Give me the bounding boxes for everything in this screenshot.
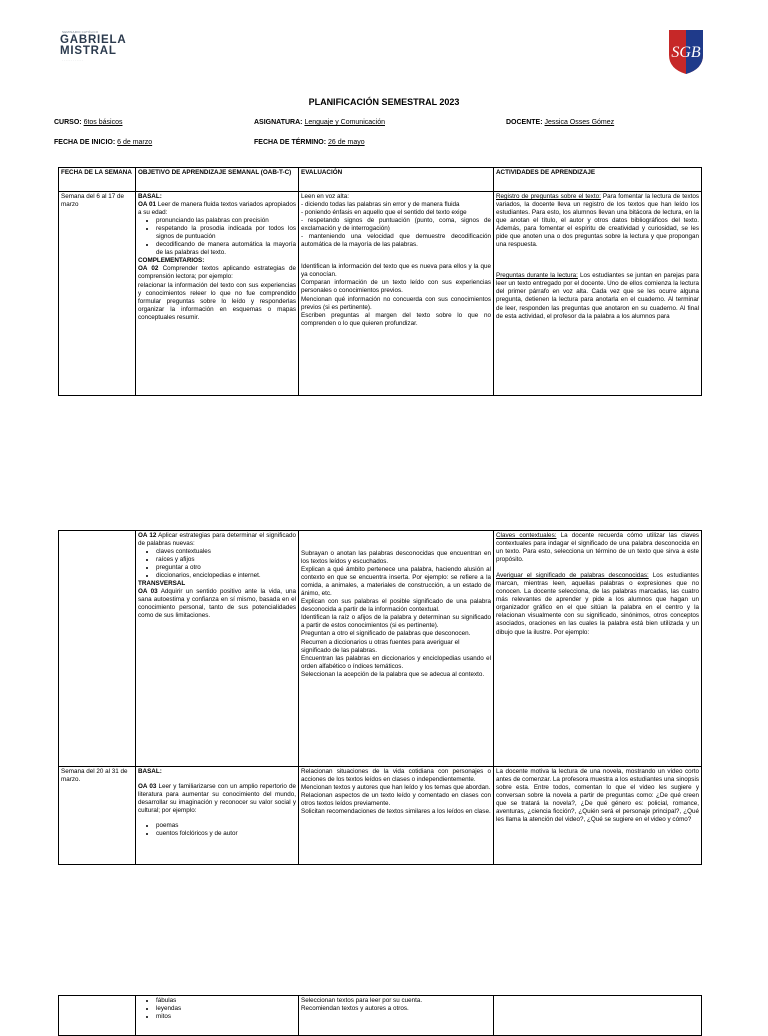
logo-line2: MISTRAL (60, 45, 117, 57)
logo-line1: GABRIELA (60, 34, 127, 46)
bullet-list: • claves contextuales • raíces y afijos • preguntar a otro • diccionarios, enciclopedias e internet. (138, 548, 296, 580)
row-date: Semana del 20 al 31 de marzo. (59, 767, 136, 865)
objective-cell: BASAL: OA 03 Leer y familiarizarse con un amplio repertorio de literatura para aumentar su conocimiento del mundo, desarrollar su imaginación y reconocer su valor social y cultural; por ejemplo: • poemas • cuentos folclóricos y de autor (136, 767, 299, 865)
termino-value: 26 de mayo (328, 139, 365, 146)
objective-cell: OA 12 Aplicar estrategias para determinar el significado de palabras nuevas: • claves contextuales • raíces y afijos • preguntar a otro • diccionarios, enciclopedias e internet. TRANSVERSAL OA 03 Adquirir un sentido positivo ante la vida, una sana autoestima y confianza en sí mismo, basada en el conocimiento personal, tanto de sus potencialidades como de sus limitaciones. (136, 531, 299, 767)
header-objetivo: OBJETIVO DE APRENDIZAJE SEMANAL (OAB-T-C) (136, 168, 299, 192)
inicio-value: 6 de marzo (117, 139, 153, 146)
table-row (59, 996, 702, 1036)
objective-cell (136, 996, 299, 1036)
inicio-field: FECHA DE INICIO: 6 de marzo (54, 139, 153, 146)
page-title: PLANIFICACIÓN SEMESTRAL 2023 (308, 97, 460, 107)
curso-field: CURSO: 6tos básicos (54, 119, 123, 126)
asignatura-value: Lenguaje y Comunicación (304, 119, 385, 126)
row-date: Semana del 6 al 17 de marzo (59, 192, 136, 396)
table-row (59, 767, 702, 865)
row-date (59, 531, 136, 767)
asignatura-field: ASIGNATURA: Lenguaje y Comunicación (254, 119, 385, 126)
termino-field: FECHA DE TÉRMINO: 26 de mayo (254, 139, 365, 146)
row-date (59, 996, 136, 1036)
evaluation-cell: Relacionan situaciones de la vida cotidiana con personajes o acciones de los textos leídos en clases o independientemente. Mencionan textos y autores que han leído y los temas que abordan. Relacionan aspectos de un texto leído y comentado en clases con otros textos leídos previamente. Solicitan recomendaciones de textos similares a los leídos en clase. (299, 767, 494, 865)
bullet-list: • poemas • cuentos folclóricos y de autor (138, 822, 296, 838)
table-row (59, 192, 702, 396)
bullet-list: • pronunciando las palabras con precisión • respetando la prosodia indicada por todos los signos de puntuación • decodificando de manera automática la mayoría de las palabras del texto. (138, 217, 296, 257)
activities-cell: Registro de preguntas sobre el texto: Para fomentar la lectura de textos variados, la docente lleva un registro de los textos que han leído los estudiantes. Para esto, los alumnos llevan una bitácora de lectura, en la que anotan el título, el autor y otros datos bibliográficos del texto. Además, para fomentar el espíritu de creatividad y curiosidad, se les pide que anoten una o dos preguntas sobre la lectura y que propongan una respuesta. Preguntas durante la lectura: Los estudiantes se juntan en parejas para leer un texto entregado por el docente. Uno de ellos comienza la lectura del primer párrafo en voz alta. Cada vez que se les ocurre alguna pregunta, detienen la lectura para anotarla en el cuaderno. Al terminar de leer, responden las preguntas que anotaron en su cuaderno. Al final de esta actividad, el profesor da la palabra a los alumnos para (494, 192, 702, 396)
table-row (59, 531, 702, 767)
header-actividades: ACTIVIDADES DE APRENDIZAJE (494, 168, 702, 192)
logo-tagline: SEMINARIO CATÓLICO (62, 30, 99, 34)
bullet-list: • fábulas • leyendas • mitos (138, 997, 296, 1021)
table-header-row (59, 168, 702, 192)
evaluation-cell: Seleccionan textos para leer por su cuenta. Recomiendan textos y autores a otros. (299, 996, 494, 1036)
school-logo (60, 30, 130, 64)
evaluation-cell: Leen en voz alta: - diciendo todas las palabras sin error y de manera fluida - poniendo énfasis en aquello que el sentido del texto exige - respetando signos de puntuación (punto, coma, signos de exclamación y de interrogación) - manteniendo una velocidad que demuestre decodificación automática de la mayoría de las palabras. Identifican la información del texto que es nueva para ellos y la que ya conocían. Comparan información de un texto leído con sus experiencias personales o conocimientos previos. Mencionan qué información no concuerda con sus conocimientos previos (si es pertinente). Escriben preguntas al margen del texto sobre lo que no comprenden o lo que quieren profundizar. (299, 192, 494, 396)
docente-value: Jessica Osses Gómez (544, 119, 615, 126)
planning-table (58, 167, 702, 396)
crest-logo (668, 29, 704, 75)
header-evaluacion: EVALUACIÓN (299, 168, 494, 192)
activities-cell (494, 996, 702, 1036)
evaluation-cell: Subrayan o anotan las palabras desconocidas que encuentran en los textos leídos y escuchados. Explican a qué ámbito pertenece una palabra, haciendo alusión al contexto en que se encuentra inserta. Por ejemplo: se refiere a la comida, a animales, a materiales de construcción, a un estado de ánimo, etc. Explican con sus palabras el posible significado de una palabra desconocida a partir de la información contextual. Identifican la raíz o afijos de la palabra y determinan su significado a partir de estos conocimientos (si es pertinente). Preguntan a otro el significado de palabras que desconocen. Recurren a diccionarios u otras fuentes para averiguar el significado de las palabras. Encuentran las palabras en diccionarios y enciclopedias usando el orden alfabético o índices temáticos. Seleccionan la acepción de la palabra que se adecua al contexto. (299, 531, 494, 767)
svg-text:SGB: SGB (671, 44, 701, 61)
objective-cell: BASAL: OA 01 Leer de manera fluida textos variados apropiados a su edad: • pronunciando las palabras con precisión • respetando la prosodia indicada por todos los signos de puntuación • decodificando de manera automática la mayoría de las palabras del texto. COMPLEMENTARIOS: OA 02 Comprender textos aplicando estrategias de comprensión lectora; por ejemplo: relacionar la información del texto con sus experiencias y conocimientos releer lo que no fue comprendido formular preguntas sobre lo leído y responderlas organizar la información en esquemas o mapas conceptuales resumir. (136, 192, 299, 396)
docente-field: DOCENTE: Jessica Osses Gómez (506, 119, 615, 126)
header-fecha: FECHA DE LA SEMANA (59, 168, 136, 192)
activities-cell: Claves contextuales: La docente recuerda cómo utilizar las claves contextuales para indagar el significado de una palabra desconocida en un texto. Para esto, selecciona un término de un texto que sirva a este propósito. Averiguar el significado de palabras desconocidas: Los estudiantes marcan, mientras leen, aquellas palabras o expresiones que no conocen. La docente selecciona, de las palabras marcadas, las cuatro más relevantes de aprender y pide a los alumnos que hagan un organizador gráfico en el que sitúan la palabra en el centro y la relacionan visualmente con su significado, sinónimos, otros conceptos asociados, oraciones en las cuales la palabra está bien utilizada y un dibujo que la ilustre. Por ejemplo: (494, 531, 702, 767)
activities-cell: La docente motiva la lectura de una novela, mostrando un video corto antes de comenzar. La profesora muestra a los estudiantes una sinopsis sobre esta. Entre todos, comentan lo que el video les sugiere y conversan sobre la novela a partir de preguntas como: ¿De qué creen que se tratará la novela?, ¿De qué género es: policial, romance, aventuras, ¿ciencia ficción?, ¿Quién será el personaje principal?, ¿Qué les llama la atención del video?, ¿Qué se sugiere en el video y cómo? (494, 767, 702, 865)
planning-table-continued (58, 530, 702, 865)
logo-subtitle: · · · · · · · · · · · · (62, 58, 84, 62)
planning-table-page3 (58, 995, 702, 1036)
curso-value: 6tos básicos (83, 119, 123, 126)
